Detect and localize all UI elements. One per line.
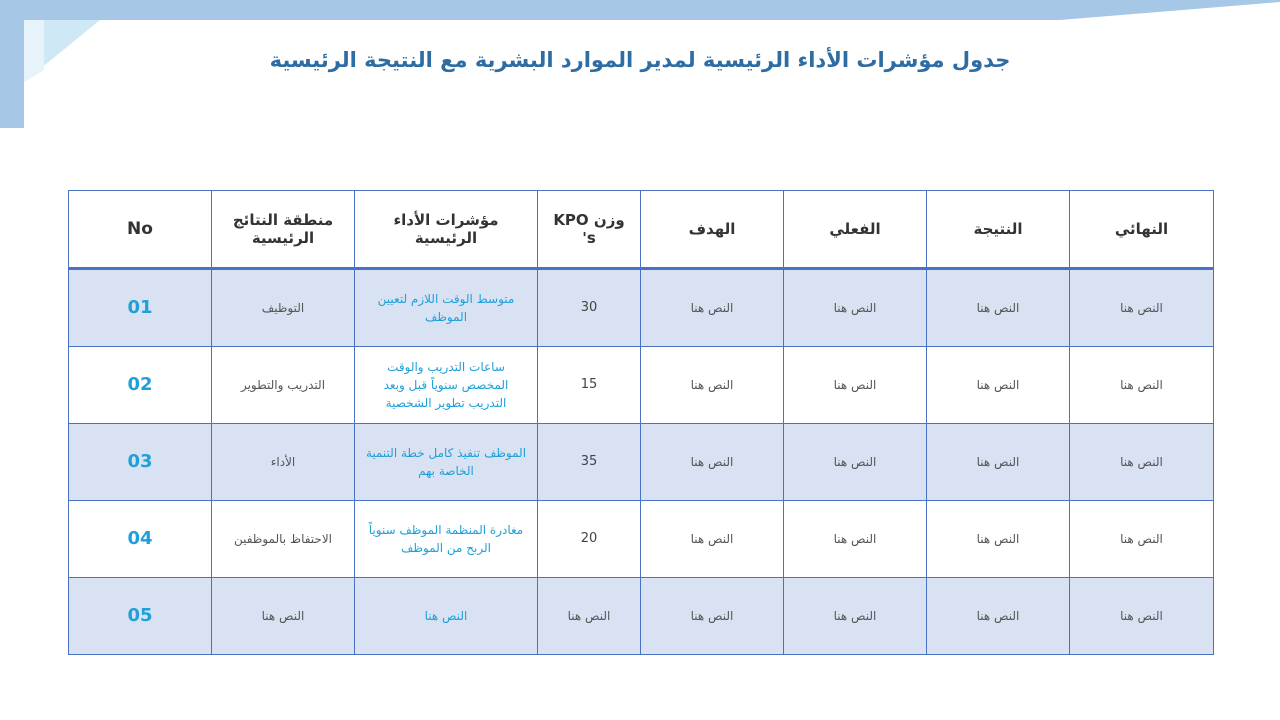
row-kpi: ساعات التدريب والوقت المخصص سنوياً قبل وبعد التدريب تطوير الشخصية — [355, 347, 538, 424]
row-weight: 15 — [538, 347, 641, 424]
row-area: الأداء — [212, 424, 355, 501]
row-number: 01 — [69, 269, 212, 347]
header-no: No — [69, 191, 212, 269]
row-result: النص هنا — [927, 578, 1070, 655]
row-actual: النص هنا — [784, 578, 927, 655]
row-area: التدريب والتطوير — [212, 347, 355, 424]
row-final: النص هنا — [1070, 578, 1214, 655]
table-row — [69, 347, 1214, 424]
row-actual: النص هنا — [784, 424, 927, 501]
row-weight: 35 — [538, 424, 641, 501]
row-kpi: النص هنا — [355, 578, 538, 655]
row-target: النص هنا — [641, 347, 784, 424]
row-area: النص هنا — [212, 578, 355, 655]
row-final: النص هنا — [1070, 424, 1214, 501]
row-kpi: الموظف تنفيذ كامل خطة التنمية الخاصة بهم — [355, 424, 538, 501]
row-actual: النص هنا — [784, 347, 927, 424]
header-result: النتيجة — [927, 191, 1070, 269]
header-final: النهائي — [1070, 191, 1214, 269]
row-result: النص هنا — [927, 501, 1070, 578]
row-target: النص هنا — [641, 501, 784, 578]
table-row — [69, 578, 1214, 655]
header-target: الهدف — [641, 191, 784, 269]
row-result: النص هنا — [927, 269, 1070, 347]
row-number: 04 — [69, 501, 212, 578]
row-area: الاحتفاظ بالموظفين — [212, 501, 355, 578]
row-final: النص هنا — [1070, 347, 1214, 424]
row-weight: 30 — [538, 269, 641, 347]
row-target: النص هنا — [641, 424, 784, 501]
header-area: منطقة النتائج الرئيسية — [212, 191, 355, 269]
row-actual: النص هنا — [784, 501, 927, 578]
row-kpi: متوسط الوقت اللازم لتعيين الموظف — [355, 269, 538, 347]
page-title: جدول مؤشرات الأداء الرئيسية لمدير الموارد البشرية مع النتيجة الرئيسية — [269, 48, 1011, 72]
kpi-table — [68, 190, 1214, 655]
row-number: 03 — [69, 424, 212, 501]
row-target: النص هنا — [641, 269, 784, 347]
row-kpi: مغادرة المنظمة الموظف سنوياً الربح من الموظف — [355, 501, 538, 578]
table-header-row — [69, 191, 1214, 269]
table-row — [69, 501, 1214, 578]
row-actual: النص هنا — [784, 269, 927, 347]
top-band — [0, 0, 1280, 20]
row-weight: 20 — [538, 501, 641, 578]
header-weight: وزن KPO 's — [538, 191, 641, 269]
row-result: النص هنا — [927, 347, 1070, 424]
row-final: النص هنا — [1070, 501, 1214, 578]
row-area: التوظيف — [212, 269, 355, 347]
row-result: النص هنا — [927, 424, 1070, 501]
header-kpi: مؤشرات الأداء الرئيسية — [355, 191, 538, 269]
header-actual: الفعلي — [784, 191, 927, 269]
table-row — [69, 424, 1214, 501]
row-final: النص هنا — [1070, 269, 1214, 347]
row-weight: النص هنا — [538, 578, 641, 655]
table-row — [69, 269, 1214, 347]
row-target: النص هنا — [641, 578, 784, 655]
row-number: 02 — [69, 347, 212, 424]
row-number: 05 — [69, 578, 212, 655]
